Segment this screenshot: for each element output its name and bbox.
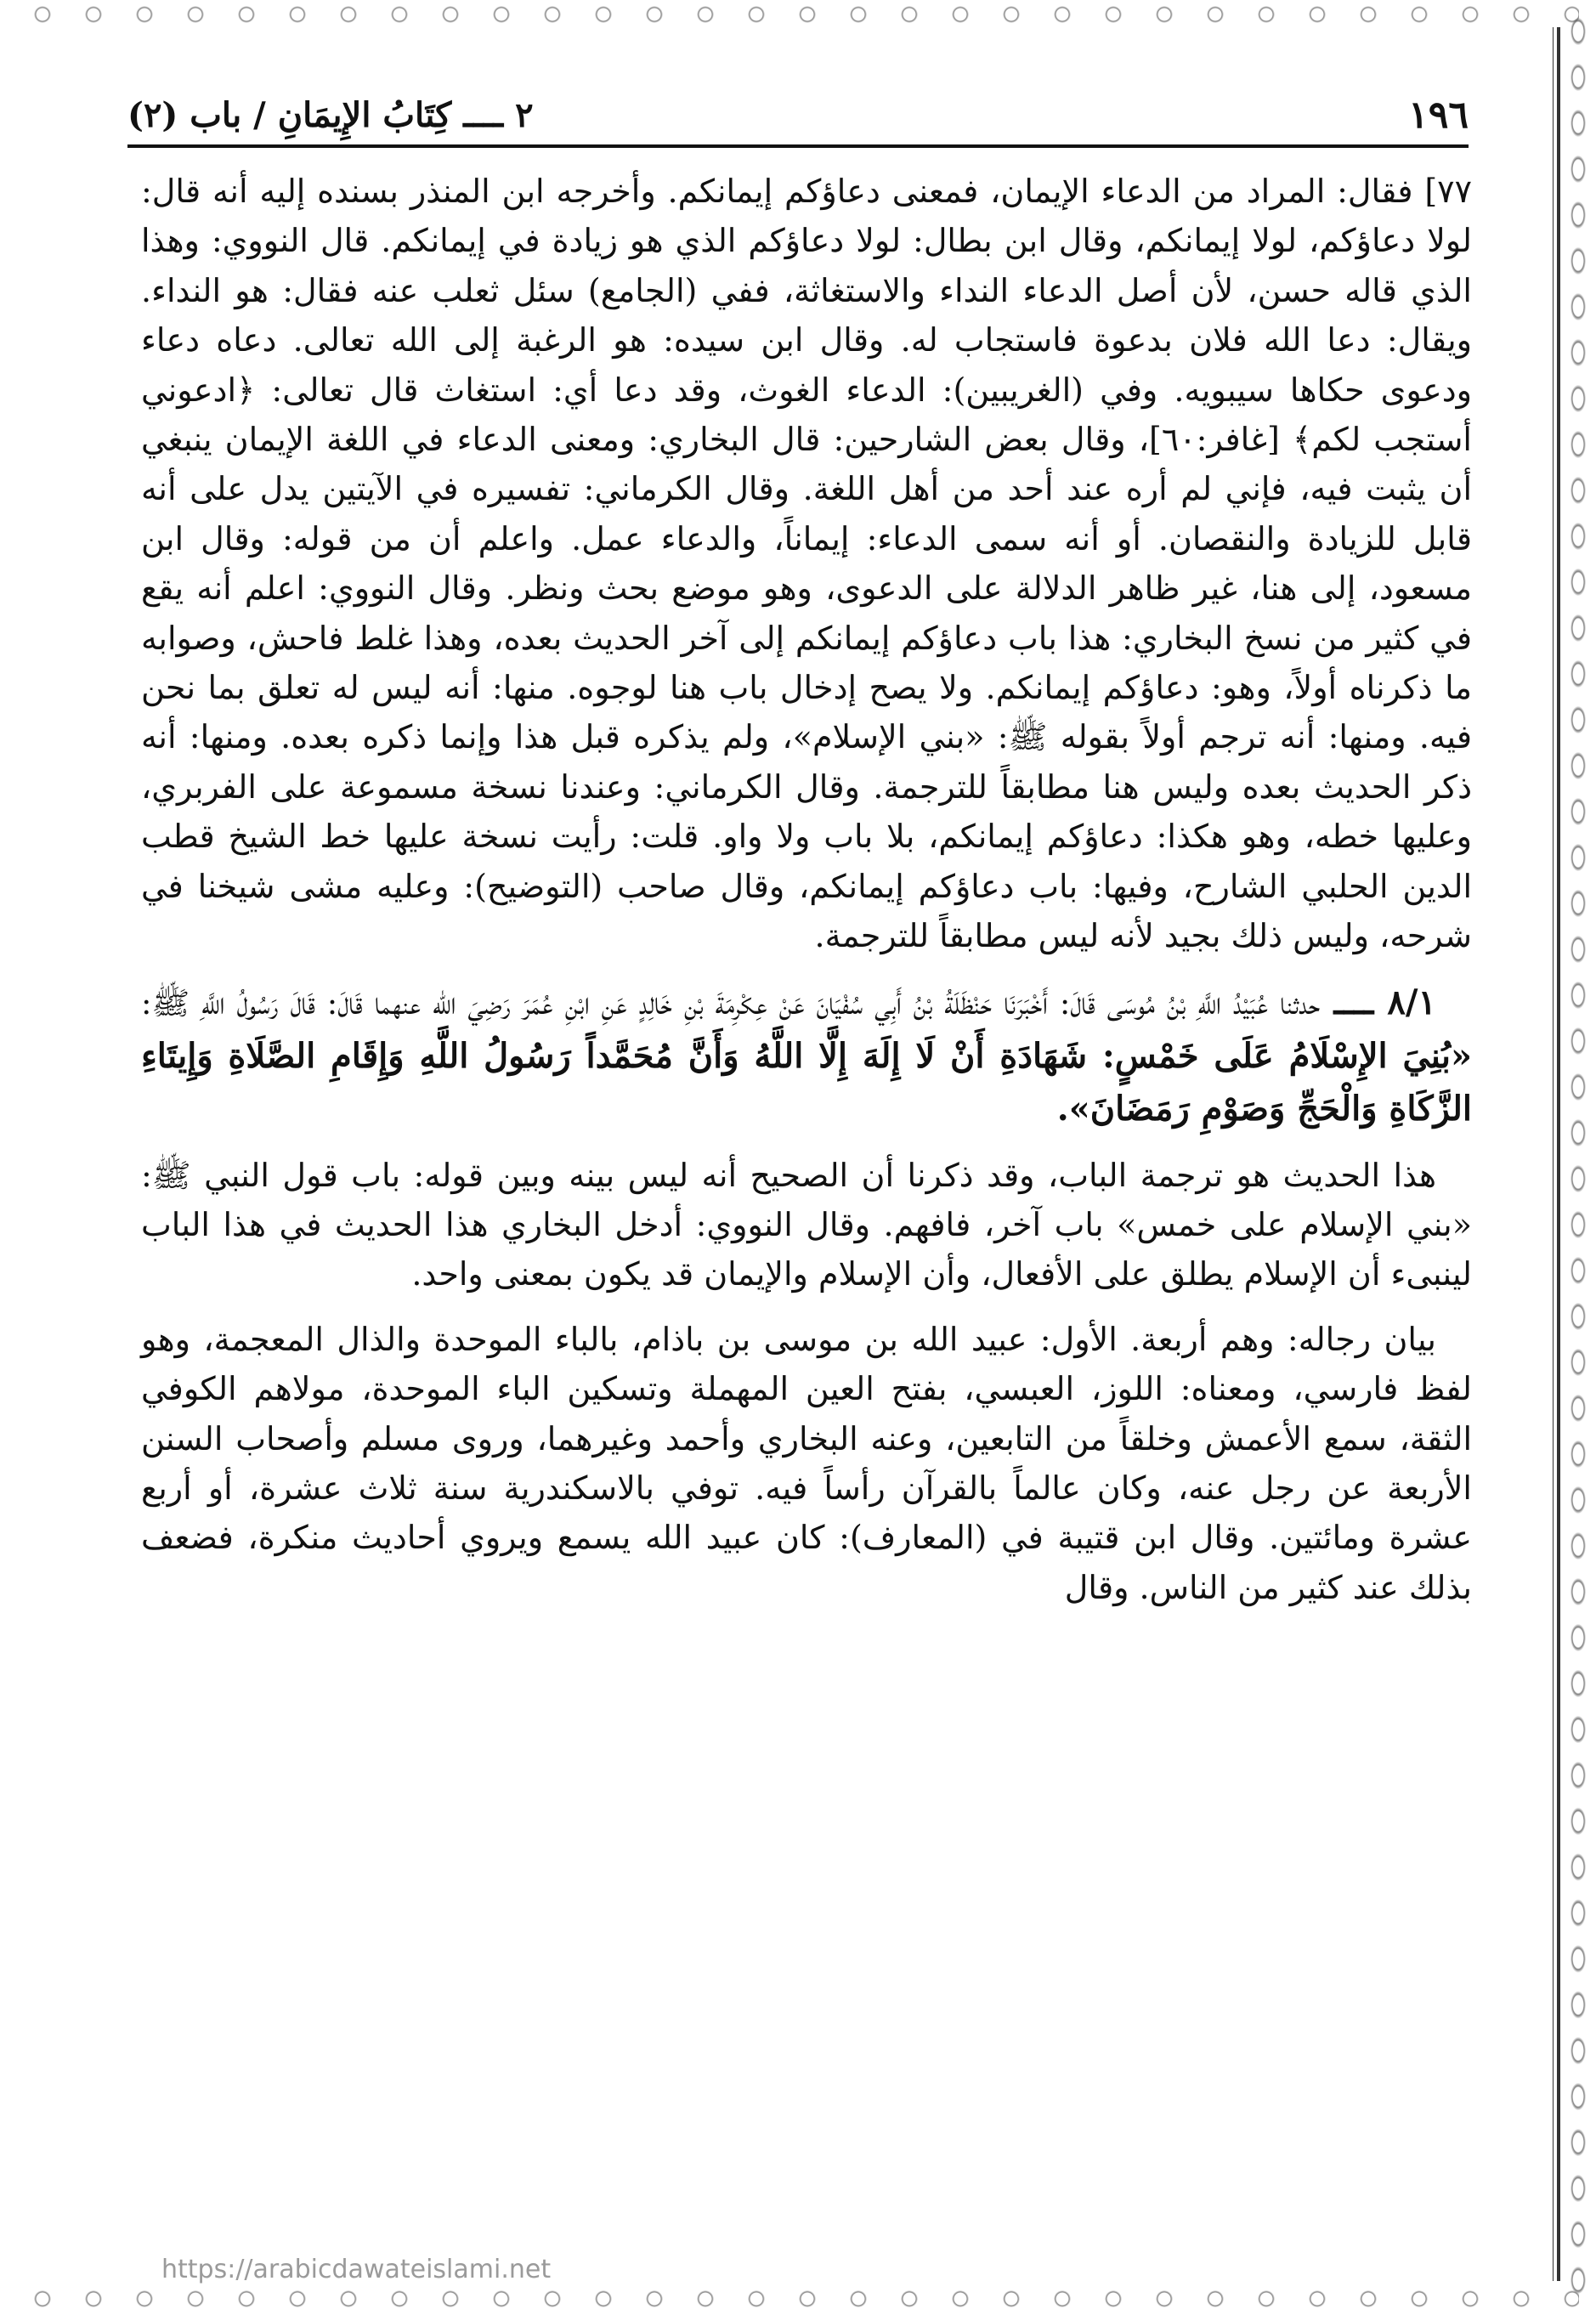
running-head: ٢ ــــ كِتَابُ الإِيمَانِ / باب (٢) [127, 94, 534, 135]
decorative-border-right [1565, 8, 1591, 2307]
hadith-text: «بُنِيَ الإِسْلَامُ عَلَى خَمْسٍ: شَهَادَةِ أَنْ لَا إِلَهَ إِلَّا اللَّهُ وَأَنَّ مُحَمَّداً رَسُولُ اللَّهِ وَإِقَامِ الصَّلَاةِ وَإِيتَاءِ الزَّكَاةِ وَالْحَجِّ وَصَوْمِ رَمَضَانَ». [141, 1035, 1472, 1129]
hadith-number: ٨/١ ــــ [1333, 982, 1436, 1022]
hadith-isnad: حدثنا عُبَيْدُ اللَّهِ بْنُ مُوسَى قَالَ: أَخْبَرَنَا حَنْظَلَةُ بْنُ أَبِي سُفْيَانَ عَنْ عِكْرِمَةَ بْنِ خَالِدٍ عَنِ ابْنِ عُمَرَ رَضِيَ الله عنهما قَالَ: قَالَ رَسُولُ اللَّهِ ﷺ: [141, 984, 1321, 1022]
watermark-url: https://arabicdawateislami.net [161, 2255, 552, 2284]
page-number: ١٩٦ [1408, 93, 1469, 137]
hadith-block [141, 976, 1472, 1135]
commentary-paragraph: هذا الحديث هو ترجمة الباب، وقد ذكرنا أن الصحيح أنه ليس بينه وبين قوله: باب قول النبي ﷺ: «بني الإسلام على خمس» باب آخر، فافهم. وقال النووي: أدخل البخاري هذا الحديث في هذا الباب لينبىء أن الإسلام يطلق على الأفعال، وأن الإسلام والإيمان قد يكون بمعنى واحد. [141, 1156, 1472, 1293]
page-body [141, 167, 1472, 1627]
narrators-paragraph: بيان رجاله: وهم أربعة. الأول: عبيد الله بن موسى بن باذام، بالباء الموحدة والذال المعجمة، وهو لفظ فارسي، ومعناه: اللوز، العبسي، بفتح العين المهملة وتسكين الباء الموحدة، مولاهم الكوفي الثقة، سمع الأعمش وخلقاً من التابعين، وعنه البخاري وأحمد وغيرهما، وروى مسلم وأصحاب السنن الأربعة عن رجل عنه، وكان عالماً بالقرآن رأساً فيه. توفي بالاسكندرية سنة ثلاث عشرة، أو أربع عشرة ومائتين. وقال ابن قتيبة في (المعارف): كان عبيد الله يسمع ويروي أحاديث منكرة، فضعف بذلك عند كثير من الناس. وقال [141, 1320, 1472, 1606]
header-rule [127, 144, 1469, 148]
decorative-border-bottom [17, 2288, 1579, 2310]
frame-rule [1557, 27, 1560, 2281]
frame-rule-thin [1553, 27, 1554, 2281]
page-header [127, 85, 1469, 144]
decorative-border-top [17, 3, 1579, 25]
commentary-paragraph: ٧٧] فقال: المراد من الدعاء الإيمان، فمعنى دعاؤكم إيمانكم. وأخرجه ابن المنذر بسنده إليه أنه قال: لولا دعاؤكم، لولا إيمانكم، وقال ابن بطال: لولا دعاؤكم الذي هو زيادة في إيمانكم. قال النووي: وهذا الذي قاله حسن، لأن أصل الدعاء النداء والاستغاثة، ففي (الجامع) سئل ثعلب عنه فقال: هو النداء. ويقال: دعا الله فلان بدعوة فاستجاب له. وقال ابن سيده: هو الرغبة إلى الله تعالى. دعاه دعاء ودعوى حكاها سيبويه. وفي (الغريبين): الدعاء الغوث، وقد دعا أي: استغاث قال تعالى: ﴿ادعوني أستجب لكم﴾ [غافر:٦٠]، وقال بعض الشارحين: قال البخاري: ومعنى الدعاء في اللغة الإيمان ينبغي أن يثبت فيه، فإني لم أره عند أحد من أهل اللغة. وقال الكرماني: تفسيره في الآيتين يدل على أنه قابل للزيادة والنقصان. أو أنه سمى الدعاء: إيماناً، والدعاء عمل. واعلم أن من قوله: وقال ابن مسعود، إلى هنا، غير ظاهر الدلالة على الدعوى، وهو موضع بحث ونظر. وقال النووي: اعلم أنه يقع في كثير من نسخ البخاري: هذا باب دعاؤكم إيمانكم إلى آخر الحديث بعده، وهذا غلط فاحش، وصوابه ما ذكرناه أولاً، وهو: دعاؤكم إيمانكم. ولا يصح إدخال باب هنا لوجوه. منها: أنه ليس له تعلق بما نحن فيه. ومنها: أنه ترجم أولاً بقوله ﷺ: «بني الإسلام»، ولم يذكره قبل هذا وإنما ذكره بعده. ومنها: أنه ذكر الحديث بعده وليس هنا مطابقاً للترجمة. وقال الكرماني: وعندنا نسخة مسموعة على الفربري، وعليها خطه، وهو هكذا: دعاؤكم إيمانكم، بلا باب ولا واو. قلت: رأيت نسخة عليها خط الشيخ قطب الدين الحلبي الشارح، وفيها: باب دعاؤكم إيمانكم، وقال صاحب (التوضيح): وعليه مشى شيخنا في شرحه، وليس ذلك بجيد لأنه ليس مطابقاً للترجمة. [141, 173, 1473, 955]
